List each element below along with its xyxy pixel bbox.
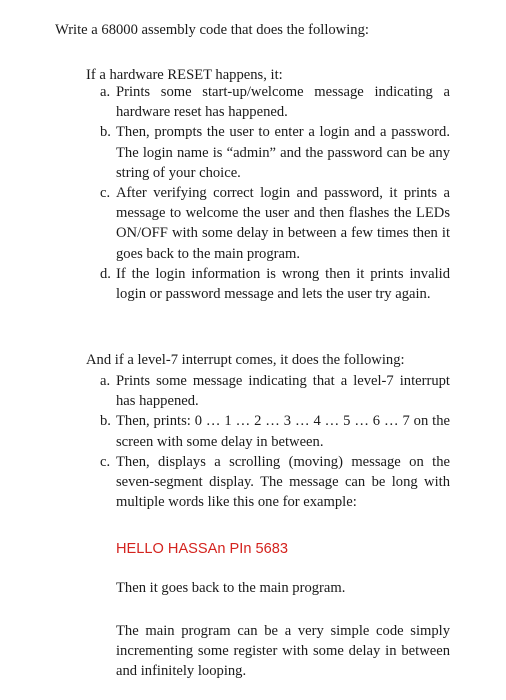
list-marker: c. [100, 185, 111, 202]
list-item-text: Prints some message indicating that a level-7 interrupt has happened. [116, 373, 450, 410]
list-item [100, 183, 450, 264]
list-item-text: After verifying correct login and password, it prints a message to welcome the user and then flashes the LEDs ON/OFF with some delay in between a few times then it goes back to the main program. [116, 185, 450, 262]
list-item [100, 411, 450, 451]
example-scrolling-message: HELLO HASSAn PIn 5683 [116, 541, 288, 557]
list-item-text: If the login information is wrong then it prints invalid login or password message and lets the user try again. [116, 265, 450, 303]
reset-section-lead: If a hardware RESET happens, it: [86, 67, 283, 83]
interrupt-section-list [100, 371, 450, 512]
list-item [100, 371, 450, 411]
list-marker: d. [100, 265, 111, 282]
list-marker: b. [100, 413, 111, 430]
after-example-text: Then it goes back to the main program. [116, 580, 346, 596]
list-item [100, 452, 450, 513]
list-marker: c. [100, 453, 111, 470]
intro-text: Write a 68000 assembly code that does the following: [55, 22, 369, 38]
interrupt-section-lead: And if a level-7 interrupt comes, it does the following: [86, 352, 405, 368]
list-item-text: Then, displays a scrolling (moving) message on the seven-segment display. The message can be long with multiple words like this one for example: [116, 453, 450, 511]
list-item-text: Then, prompts the user to enter a login and a password. The login name is “admin” and the password can be any string of your choice. [116, 124, 450, 181]
list-item-text: Then, prints: 0 … 1 … 2 … 3 … 4 … 5 … 6 … 7 on the screen with some delay in between. [116, 413, 450, 450]
list-item [100, 82, 450, 122]
reset-section-list [100, 82, 450, 304]
list-item [100, 122, 450, 183]
list-marker: a. [100, 84, 111, 100]
main-program-text: The main program can be a very simple code simply incrementing some register with some delay in between and infinitely looping. [116, 623, 450, 680]
list-marker: a. [100, 373, 111, 389]
list-item-text: Prints some start-up/welcome message indicating a hardware reset has happened. [116, 84, 450, 121]
list-item [100, 264, 450, 304]
list-marker: b. [100, 124, 111, 141]
